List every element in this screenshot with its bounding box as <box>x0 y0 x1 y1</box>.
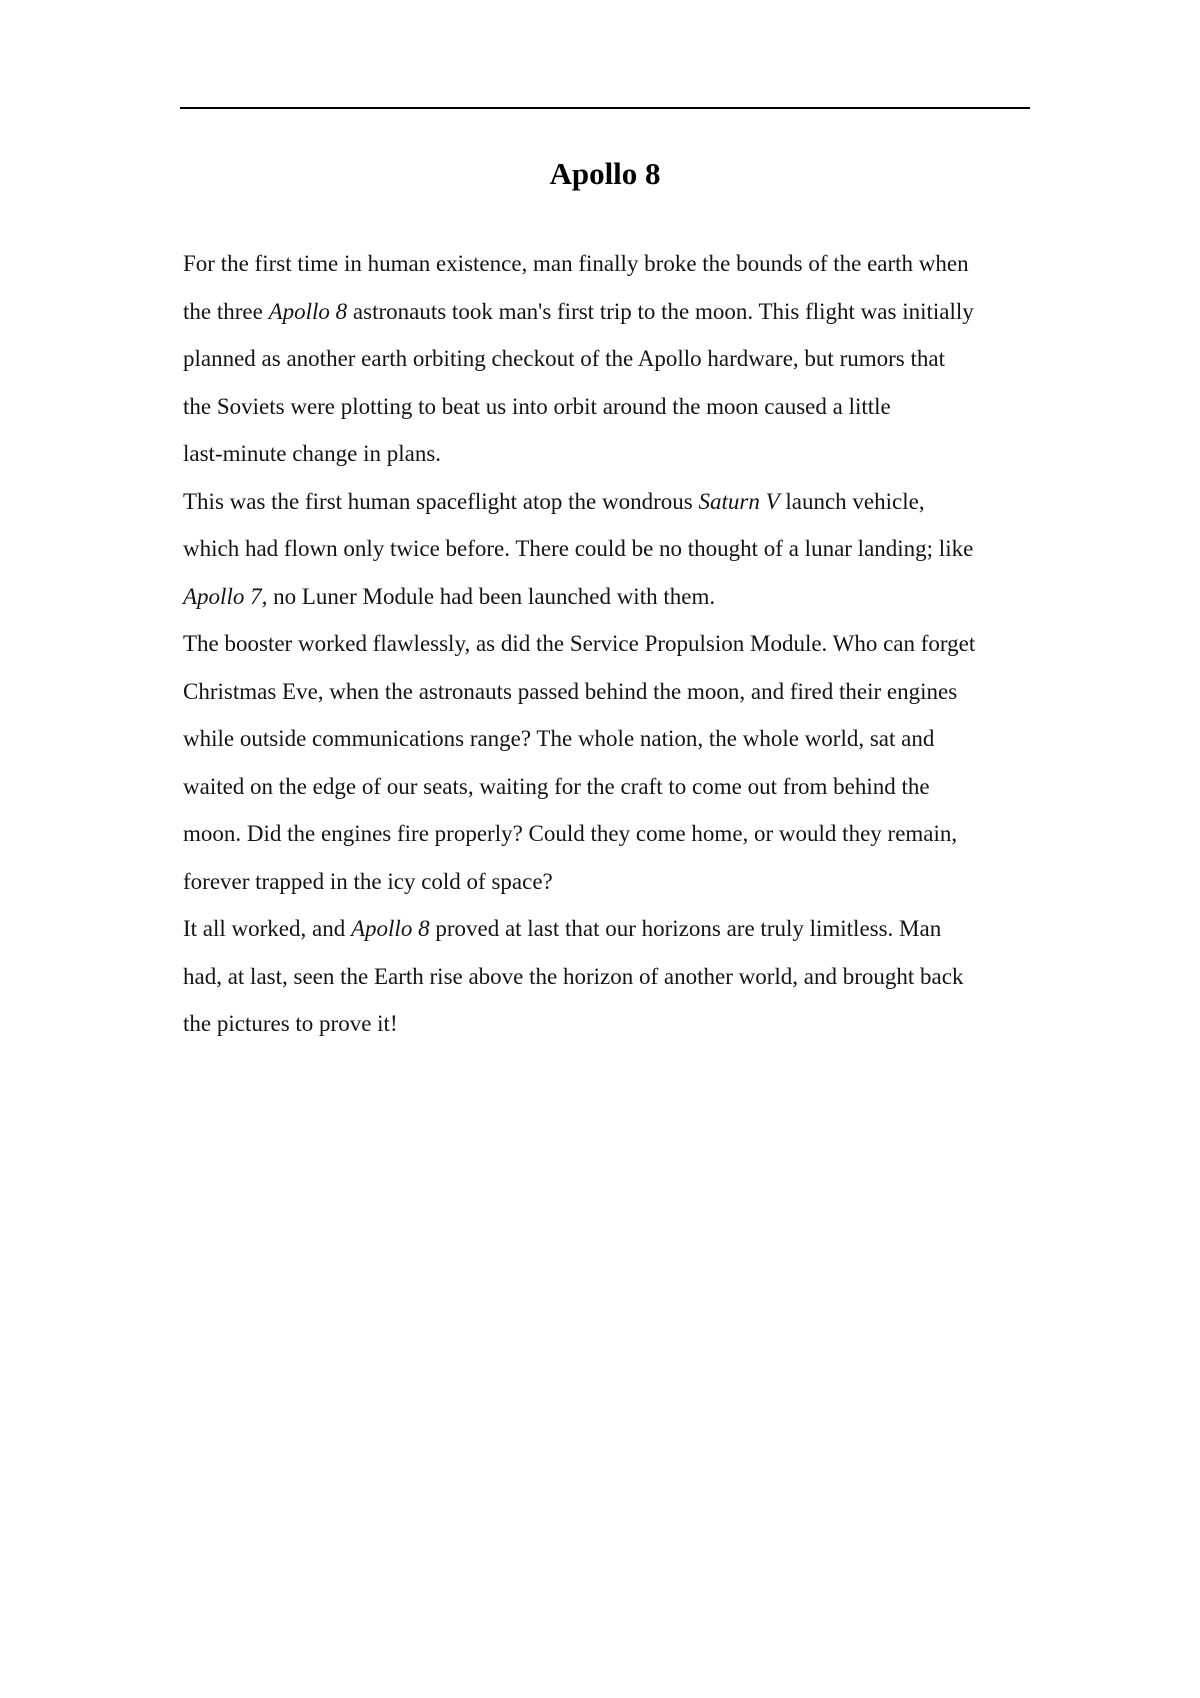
text-line <box>183 668 1043 716</box>
text-run: planned as another earth orbiting checkout of the Apollo hardware, but rumors that <box>183 346 945 371</box>
text-line <box>183 478 1043 526</box>
italic-title: Apollo 7, <box>183 583 268 609</box>
text-line <box>183 1000 1043 1048</box>
text-run: The booster worked flawlessly, as did the Service Propulsion Module. Who can forget <box>183 631 976 656</box>
italic-title: Saturn V <box>698 488 780 514</box>
text-line <box>183 810 1043 858</box>
text-line <box>183 905 1043 953</box>
text-run: no Luner Module had been launched with them. <box>267 583 716 609</box>
text-run: last-minute change in plans. <box>183 441 442 466</box>
text-run: It all worked, and <box>183 916 351 941</box>
page-title: Apollo 8 <box>549 156 661 191</box>
text-run: the pictures to prove it! <box>183 1011 398 1036</box>
text-run: proved at last that our horizons are truly limitless. Man <box>429 916 942 941</box>
text-run: the three <box>183 298 269 324</box>
text-line <box>183 763 1043 811</box>
text-line <box>183 240 1043 288</box>
text-run: moon. Did the engines fire properly? Could they come home, or would they remain, <box>183 821 958 846</box>
text-run: forever trapped in the icy cold of space? <box>183 868 553 894</box>
text-line <box>183 573 1043 621</box>
text-run: while outside communications range? The whole nation, the whole world, sat and <box>183 726 935 751</box>
text-run: This was the first human spaceflight atop the wondrous <box>183 488 699 514</box>
text-line <box>183 288 1043 336</box>
text-line <box>183 430 1043 478</box>
text-line <box>183 715 1043 763</box>
text-run: Christmas Eve, when the astronauts passed behind the moon, and fired their engines <box>183 678 958 704</box>
article-body <box>183 240 1043 1048</box>
text-run: waited on the edge of our seats, waiting for the craft to come out from behind the <box>183 773 930 799</box>
italic-title: Apollo 8 <box>350 916 430 941</box>
text-run: launch vehicle, <box>779 488 925 514</box>
text-run: had, at last, seen the Earth rise above the horizon of another world, and brought back <box>183 963 964 989</box>
text-line <box>183 525 1043 573</box>
text-run: astronauts took man's first trip to the moon. This flight was initially <box>347 298 974 324</box>
header-rule <box>180 107 1030 109</box>
text-run: which had flown only twice before. There could be no thought of a lunar landing; like <box>183 536 974 561</box>
text-line <box>183 383 1043 431</box>
text-line <box>183 858 1043 906</box>
text-run: For the first time in human existence, man finally broke the bounds of the earth when <box>183 251 969 276</box>
text-line <box>183 335 1043 383</box>
text-run: the Soviets were plotting to beat us into orbit around the moon caused a little <box>183 393 891 419</box>
text-line <box>183 620 1043 668</box>
italic-title: Apollo 8 <box>268 298 348 324</box>
text-line <box>183 953 1043 1001</box>
